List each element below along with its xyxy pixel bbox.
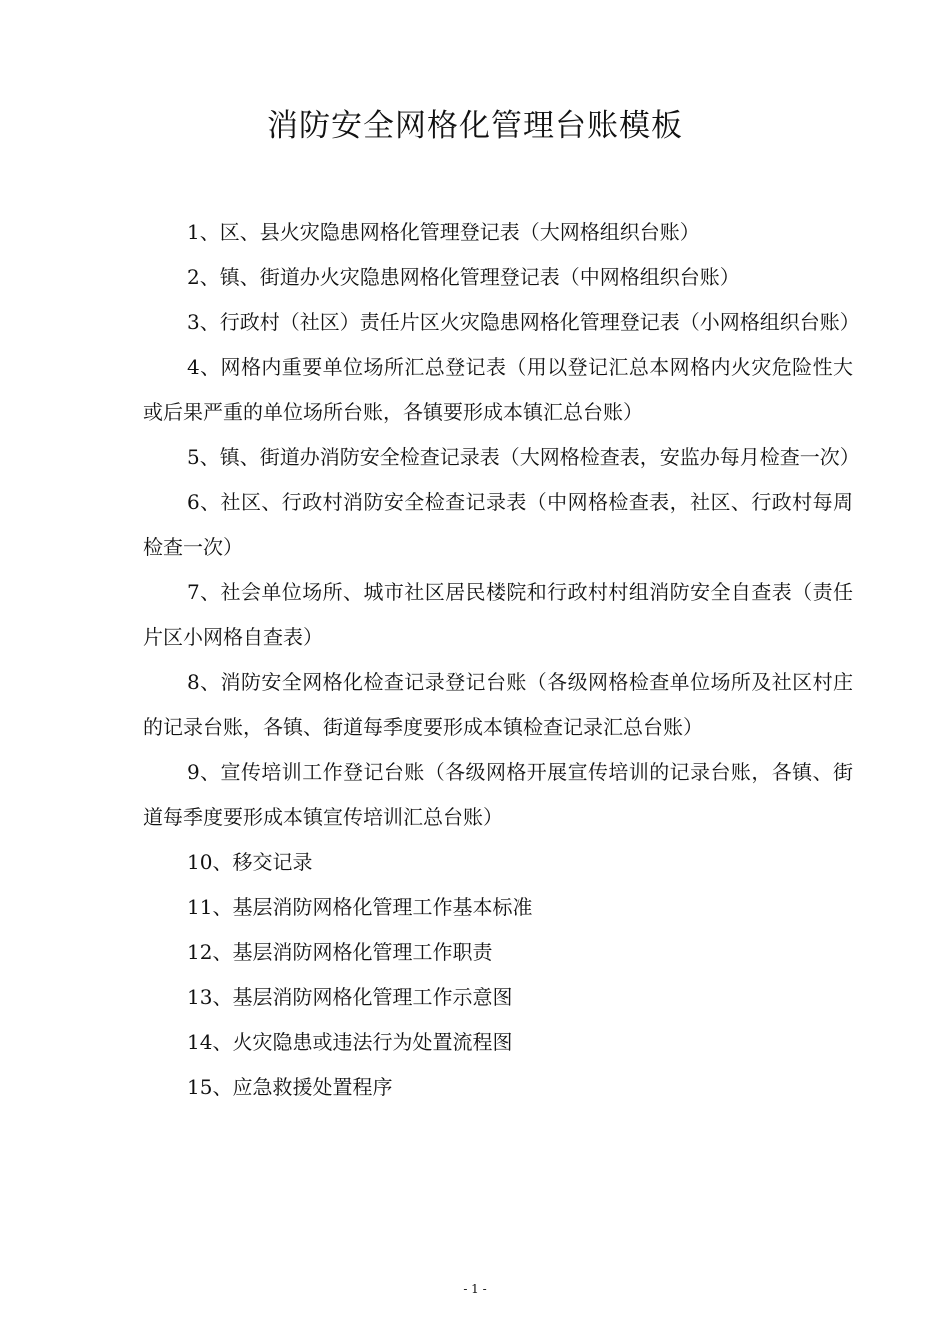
- list-item: 12、基层消防网格化管理工作职责: [187, 940, 493, 964]
- item-list: [143, 210, 860, 1110]
- page-number: - 1 -: [463, 1282, 487, 1296]
- list-item: 2、镇、街道办火灾隐患网格化管理登记表（中网格组织台账）: [187, 265, 740, 289]
- list-item: 14、火灾隐患或违法行为处置流程图: [187, 1030, 513, 1054]
- list-item: 9、宣传培训工作登记台账（各级网格开展宣传培训的记录台账，各镇、街道每季度要形成本镇宣传培训汇总台账）: [143, 760, 853, 829]
- list-item: 10、移交记录: [187, 850, 313, 874]
- list-item: 8、消防安全网格化检查记录登记台账（各级网格检查单位场所及社区村庄的记录台账，各镇、街道每季度要形成本镇检查记录汇总台账）: [143, 670, 853, 739]
- list-item: 11、基层消防网格化管理工作基本标准: [187, 895, 533, 919]
- list-item: 13、基层消防网格化管理工作示意图: [187, 985, 513, 1009]
- list-item: 7、社会单位场所、城市社区居民楼院和行政村村组消防安全自查表（责任片区小网格自查表）: [143, 580, 853, 649]
- list-item: 15、应急救援处置程序: [187, 1075, 393, 1099]
- list-item: 1、区、县火灾隐患网格化管理登记表（大网格组织台账）: [187, 220, 700, 244]
- list-item: 5、镇、街道办消防安全检查记录表（大网格检查表，安监办每月检查一次）: [187, 445, 860, 469]
- list-item: 6、社区、行政村消防安全检查记录表（中网格检查表，社区、行政村每周检查一次）: [143, 490, 853, 559]
- document-title: 消防安全网格化管理台账模板: [267, 108, 683, 144]
- list-item: 3、行政村（社区）责任片区火灾隐患网格化管理登记表（小网格组织台账）: [187, 310, 860, 334]
- list-item: 4、网格内重要单位场所汇总登记表（用以登记汇总本网格内火灾危险性大或后果严重的单位场所台账，各镇要形成本镇汇总台账）: [143, 355, 853, 424]
